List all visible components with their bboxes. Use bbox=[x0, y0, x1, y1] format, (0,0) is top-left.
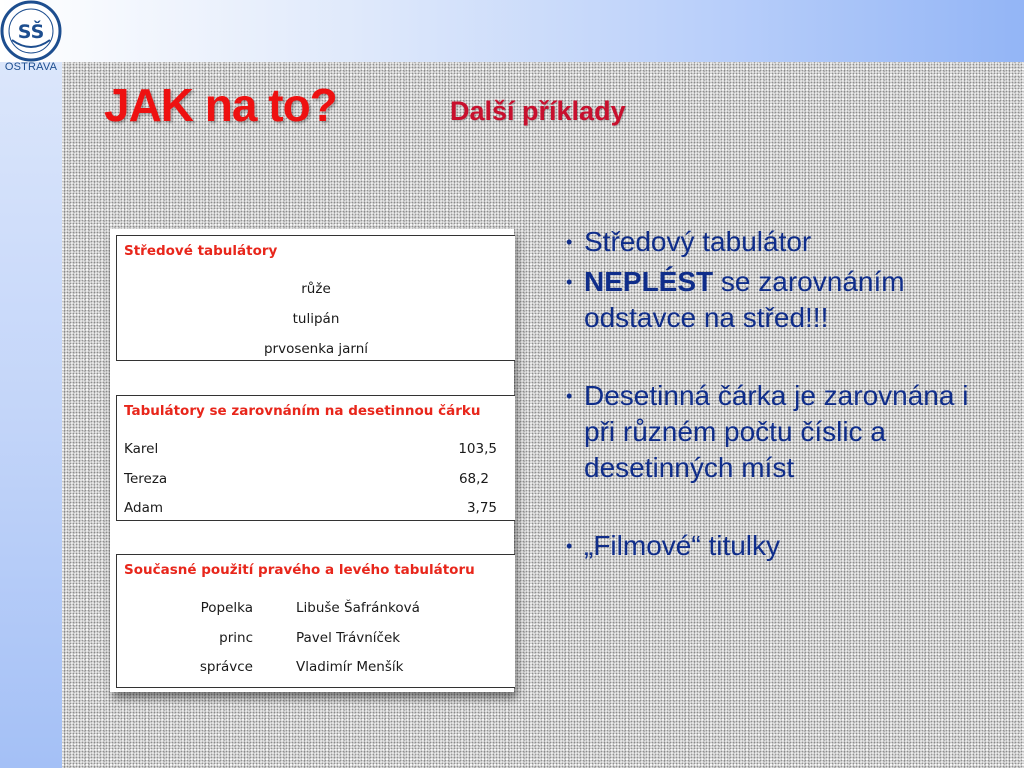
person-cell: Libuše Šafránková bbox=[296, 600, 420, 616]
logo-caption: OSTRAVA bbox=[4, 61, 58, 73]
bullet-item bbox=[566, 264, 986, 336]
center-tab-line: růže bbox=[301, 281, 331, 297]
bullet-item bbox=[566, 528, 986, 564]
right-left-tabs-box bbox=[116, 554, 515, 688]
person-cell: Pavel Trávníček bbox=[296, 630, 401, 646]
bullet-item bbox=[566, 378, 986, 486]
left-side-band bbox=[0, 62, 62, 768]
school-logo-icon bbox=[0, 0, 62, 62]
bullet-emphasis: NEPLÉST bbox=[584, 266, 714, 297]
center-tab-line: tulipán bbox=[292, 311, 340, 327]
decimal-row-name: Karel bbox=[124, 441, 159, 457]
right-left-tabs-heading: Současné použití pravého a levého tabulátoru bbox=[124, 562, 475, 578]
header-band bbox=[0, 0, 1024, 62]
decimal-row-value: 103,5 bbox=[458, 441, 497, 457]
person-cell: Vladimír Menšík bbox=[296, 659, 404, 675]
decimal-row-value: 3,75 bbox=[466, 500, 497, 516]
decimal-tabs-box bbox=[116, 395, 515, 521]
decimal-tabs-heading: Tabulátory se zarovnáním na desetinnou čárku bbox=[124, 403, 481, 419]
decimal-row-name: Tereza bbox=[124, 471, 168, 487]
decimal-row-name: Adam bbox=[124, 500, 163, 516]
role-cell: správce bbox=[199, 659, 253, 675]
bullet-text: Desetinná čárka je zarovnána i při různém počtu číslic a desetinných míst bbox=[584, 380, 969, 483]
bullet-text: se zarovnáním odstavce na střed!!! bbox=[584, 266, 905, 333]
role-cell: princ bbox=[219, 630, 253, 646]
bullet-text: Středový tabulátor bbox=[584, 226, 812, 257]
slide-subtitle: Další příklady bbox=[450, 96, 626, 126]
bullet-item bbox=[566, 224, 986, 260]
logo-letters: SŠ bbox=[17, 21, 45, 43]
slide-title: JAK na to? bbox=[104, 79, 337, 131]
role-cell: Popelka bbox=[200, 600, 253, 616]
decimal-row-value: 68,2 bbox=[458, 471, 489, 487]
bullet-list bbox=[566, 224, 986, 564]
school-logo bbox=[0, 0, 62, 74]
center-tab-line: prvosenka jarní bbox=[263, 341, 369, 357]
center-tabs-box bbox=[116, 235, 515, 361]
center-tabs-heading: Středové tabulátory bbox=[124, 243, 278, 259]
bullet-text: „Filmové“ titulky bbox=[584, 530, 781, 561]
example-document-image bbox=[110, 229, 514, 692]
